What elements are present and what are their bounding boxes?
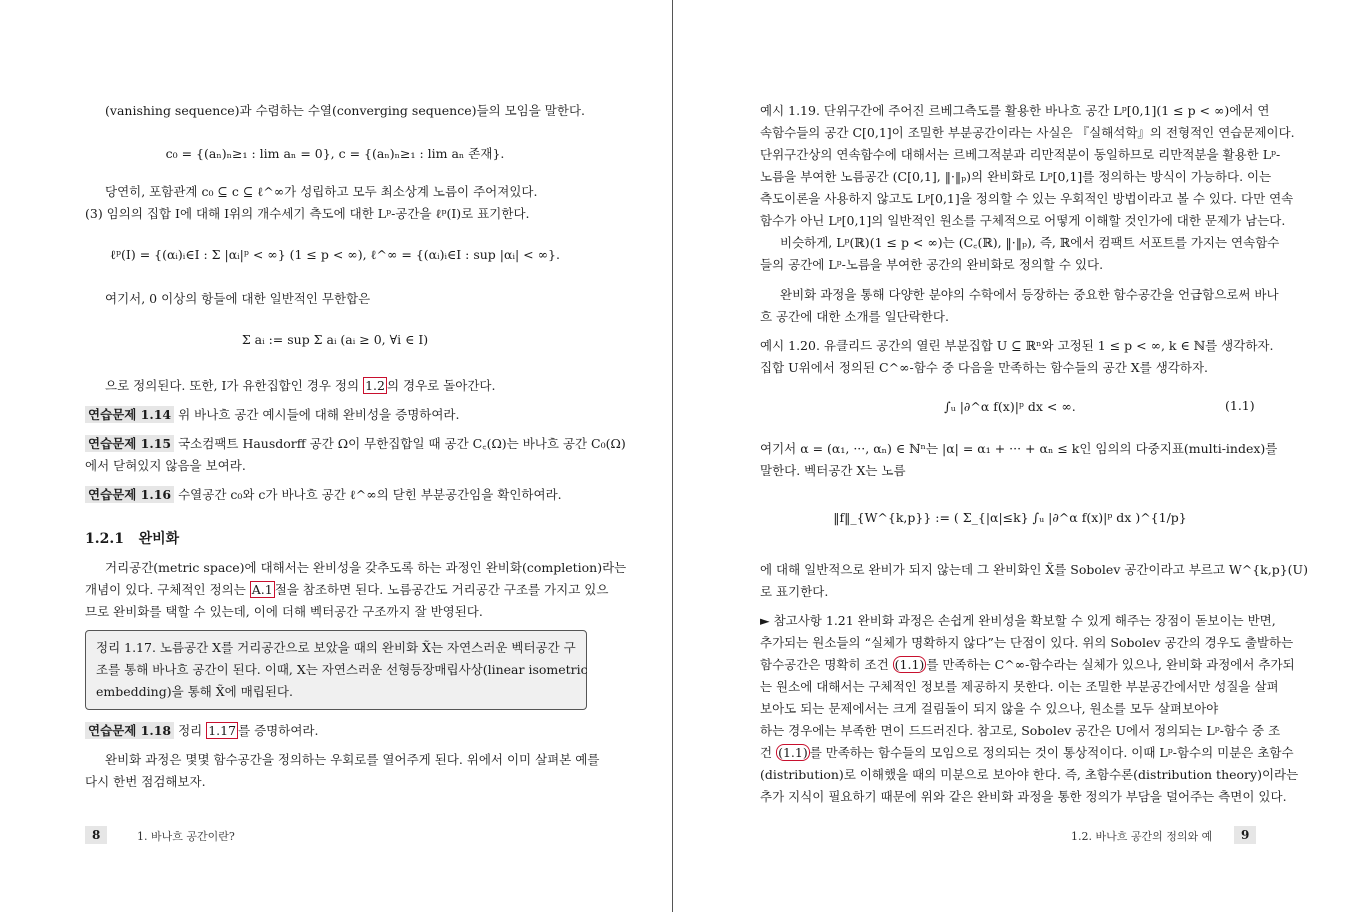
text-line: 노름을 부여한 노름공간 (C[0,1], ‖·‖ₚ)의 완비화로 Lᵖ[0,1]를 정의하는 방식이 가능하다. 이는 bbox=[760, 169, 1272, 184]
text-line: 완비화 과정은 몇몇 함수공간을 정의하는 우회로를 열어주게 된다. 위에서 이미 살펴본 예를 bbox=[105, 752, 600, 767]
text-line: 에 대해 일반적으로 완비가 되지 않는데 그 완비화인 X̃를 Sobolev 공간이라고 부르고 W^{k,p}(U) bbox=[760, 562, 1308, 577]
ref-theorem-1-17[interactable]: 1.17 bbox=[208, 723, 237, 738]
page-number: 9 bbox=[1234, 826, 1256, 844]
running-head: 1. 바나흐 공간이란? bbox=[137, 830, 235, 843]
ref-section-a1[interactable]: A.1 bbox=[251, 582, 273, 597]
text-line: 단위구간상의 연속함수에 대해서는 르베그적분과 리만적분이 동일하므로 리만적분을 활용한 Lᵖ- bbox=[760, 147, 1281, 162]
equation-lp-space: ℓᵖ(I) = {(αᵢ)ᵢ∈I : Σ |αᵢ|ᵖ < ∞} (1 ≤ p < ∞), ℓ^∞ = {(αᵢ)ᵢ∈I : sup |αᵢ| < ∞}. bbox=[110, 247, 560, 262]
text-line: 하는 경우에는 부족한 면이 드드러진다. 참고로, Sobolev 공간은 U에서 정의되는 Lᵖ-함수 중 조 bbox=[760, 723, 1281, 738]
text-line: 속함수들의 공간 C[0,1]이 조밀한 부분공간이라는 사실은 『실해석학』의 전형적인 연습문제이다. bbox=[760, 125, 1295, 140]
text-line: 개념이 있다. 구체적인 정의는 A.1 절을 참조하면 된다. 노름공간도 거리공간 구조를 가지고 있으 bbox=[85, 582, 609, 597]
list-item-3: (3) 임의의 집합 I에 대해 I위의 개수세기 측도에 대한 Lᵖ-공간을 ℓᵖ(I)로 표기한다. bbox=[85, 206, 530, 221]
text-line: 추가 지식이 필요하기 때문에 위와 같은 완비화 과정을 통한 정의가 부담을 덜어주는 측면이 있다. bbox=[760, 789, 1287, 804]
equation-number: (1.1) bbox=[1225, 398, 1255, 413]
equation-sobolev-norm: ‖f‖_{W^{k,p}} := ( Σ_{|α|≤k} ∫ᵤ |∂^α f(x)|ᵖ dx )^{1/p} bbox=[833, 510, 1187, 525]
text-line: 들의 공간에 Lᵖ-노름을 부여한 공간의 완비화로 정의할 수 있다. bbox=[760, 257, 1104, 272]
text-line: 측도이론을 사용하지 않고도 Lᵖ[0,1]을 정의할 수 있는 우회적인 방법이라고 볼 수 있다. 다만 연속 bbox=[760, 191, 1294, 206]
exercise-1-15: 연습문제 1.15 국소컴팩트 Hausdorff 공간 Ω이 무한집합일 때 공간 C꜀(Ω)는 바나흐 공간 C₀(Ω) bbox=[85, 435, 626, 452]
text-line: 므로 완비화를 택할 수 있는데, 이에 더해 벡터공간 구조까지 잘 반영된다. bbox=[85, 604, 483, 619]
ref-equation-1-1[interactable]: (1.1) bbox=[778, 745, 808, 760]
text-line: 말한다. 벡터공간 X는 노름 bbox=[760, 463, 906, 478]
text-line: 으로 정의된다. 또한, I가 유한집합인 경우 정의 1.2 의 경우로 돌아간다. bbox=[105, 378, 496, 393]
text-line: 다시 한번 점검해보자. bbox=[85, 774, 206, 789]
text-line: 보아도 되는 문제에서는 크게 걸림돌이 되지 않을 수 있으나, 원소를 모두 살펴보아야 bbox=[760, 701, 1219, 716]
text-line: 흐 공간에 대한 소개를 일단락한다. bbox=[760, 309, 949, 324]
text-line: 완비화 과정을 통해 다양한 분야의 수학에서 등장하는 중요한 함수공간을 언급함으로써 바나 bbox=[780, 287, 1279, 302]
text-line: (distribution)로 이해했을 때의 미분으로 보아야 한다. 즉, 초함수론(distribution theory)이라는 bbox=[760, 767, 1299, 782]
text-line: 당연히, 포함관계 c₀ ⊆ c ⊆ ℓ^∞가 성립하고 모두 최소상계 노름이 주어져있다. bbox=[105, 184, 538, 199]
exercise-label: 연습문제 1.18 bbox=[85, 722, 174, 739]
ref-definition-1-2[interactable]: 1.2 bbox=[365, 378, 385, 393]
text-line: 함수공간은 명확히 조건 (1.1) 를 만족하는 C^∞-함수라는 실체가 있으나, 완비화 과정에서 추가되 bbox=[760, 657, 1295, 672]
text-line: 에서 닫혀있지 않음을 보여라. bbox=[85, 458, 246, 473]
exercise-label: 연습문제 1.14 bbox=[85, 406, 174, 423]
example-1-20: 예시 1.20. 유클리드 공간의 열린 부분집합 U ⊆ ℝⁿ와 고정된 1 ≤ p < ∞, k ∈ ℕ를 생각하자. bbox=[760, 338, 1274, 353]
equation-infinite-sum: Σ aᵢ := sup Σ aᵢ (aᵢ ≥ 0, ∀i ∈ I) bbox=[241, 332, 429, 347]
right-page bbox=[674, 0, 1345, 912]
example-1-19: 예시 1.19. 단위구간에 주어진 르베그측도를 활용한 바나흐 공간 Lᵖ[0,1](1 ≤ p < ∞)에서 연 bbox=[760, 103, 1270, 118]
equation-1-1: ∫ᵤ |∂^α f(x)|ᵖ dx < ∞. bbox=[944, 399, 1076, 414]
theorem-line: embedding)을 통해 X̃에 매립된다. bbox=[96, 684, 293, 699]
exercise-label: 연습문제 1.16 bbox=[85, 486, 174, 503]
text-line: 여기서, 0 이상의 항들에 대한 일반적인 무한합은 bbox=[105, 291, 371, 306]
exercise-label: 연습문제 1.15 bbox=[85, 435, 174, 452]
text-line: 건 (1.1) 를 만족하는 함수들의 모임으로 정의되는 것이 통상적이다. 이때 Lᵖ-함수의 미분은 초함수 bbox=[760, 745, 1294, 760]
theorem-line: 정리 1.17. 노름공간 X를 거리공간으로 보았을 때의 완비화 X̃는 자연스러운 벡터공간 구 bbox=[96, 640, 576, 655]
theorem-line: 조를 통해 바나흐 공간이 된다. 이때, X는 자연스러운 선형등장매립사상(linear isometric bbox=[96, 662, 588, 677]
text-line: 거리공간(metric space)에 대해서는 완비성을 갖추도록 하는 과정인 완비화(completion)라는 bbox=[105, 560, 627, 575]
text-line: 는 원소에 대해서는 구체적인 정보를 제공하지 못한다. 이는 조밀한 부분공간에서만 성질을 살펴 bbox=[760, 679, 1279, 694]
equation-c0-c: c₀ = {(aₙ)ₙ≥₁ : lim aₙ = 0}, c = {(aₙ)ₙ≥₁ : lim aₙ 존재}. bbox=[165, 146, 505, 161]
text-line: (vanishing sequence)과 수렴하는 수열(converging sequence)들의 모임을 말한다. bbox=[105, 103, 586, 118]
text-line: 비슷하게, Lᵖ(ℝ)(1 ≤ p < ∞)는 (C꜀(ℝ), ‖·‖ₚ), 즉, ℝ에서 컴팩트 서포트를 가지는 연속함수 bbox=[780, 235, 1280, 250]
text-line: 여기서 α = (α₁, ···, αₙ) ∈ ℕⁿ는 |α| = α₁ + ··· + αₙ ≤ k인 임의의 다중지표(multi-index)를 bbox=[760, 441, 1278, 456]
exercise-1-18: 연습문제 1.18 정리 1.17 를 증명하여라. bbox=[85, 722, 318, 739]
exercise-1-14: 연습문제 1.14 위 바나흐 공간 예시들에 대해 완비성을 증명하여라. bbox=[85, 406, 459, 423]
text-line: 로 표기한다. bbox=[760, 584, 829, 599]
text-line: 함수가 아닌 Lᵖ[0,1]의 일반적인 원소를 구체적으로 어떻게 이해할 것인가에 대한 문제가 남는다. bbox=[760, 213, 1286, 228]
left-page bbox=[0, 0, 672, 912]
section-heading: 1.2.1 완비화 bbox=[85, 531, 180, 547]
running-head: 1.2. 바나흐 공간의 정의와 예 bbox=[1071, 830, 1213, 843]
exercise-1-16: 연습문제 1.16 수열공간 c₀와 c가 바나흐 공간 ℓ^∞의 닫힌 부분공간임을 확인하여라. bbox=[85, 486, 562, 503]
remark-1-21: ► 참고사항 1.21 완비화 과정은 손쉽게 완비성을 확보할 수 있게 해주는 장점이 돋보이는 반면, bbox=[760, 613, 1276, 628]
page-divider bbox=[672, 0, 673, 912]
ref-equation-1-1[interactable]: (1.1) bbox=[894, 657, 925, 672]
page-number: 8 bbox=[85, 826, 107, 844]
text-line: 집합 U위에서 정의된 C^∞-함수 중 다음을 만족하는 함수들의 공간 X를 생각하자. bbox=[760, 360, 1208, 375]
text-line: 추가되는 원소들의 “실체가 명확하지 않다”는 단점이 있다. 위의 Sobolev 공간의 경우도 출발하는 bbox=[760, 635, 1294, 650]
